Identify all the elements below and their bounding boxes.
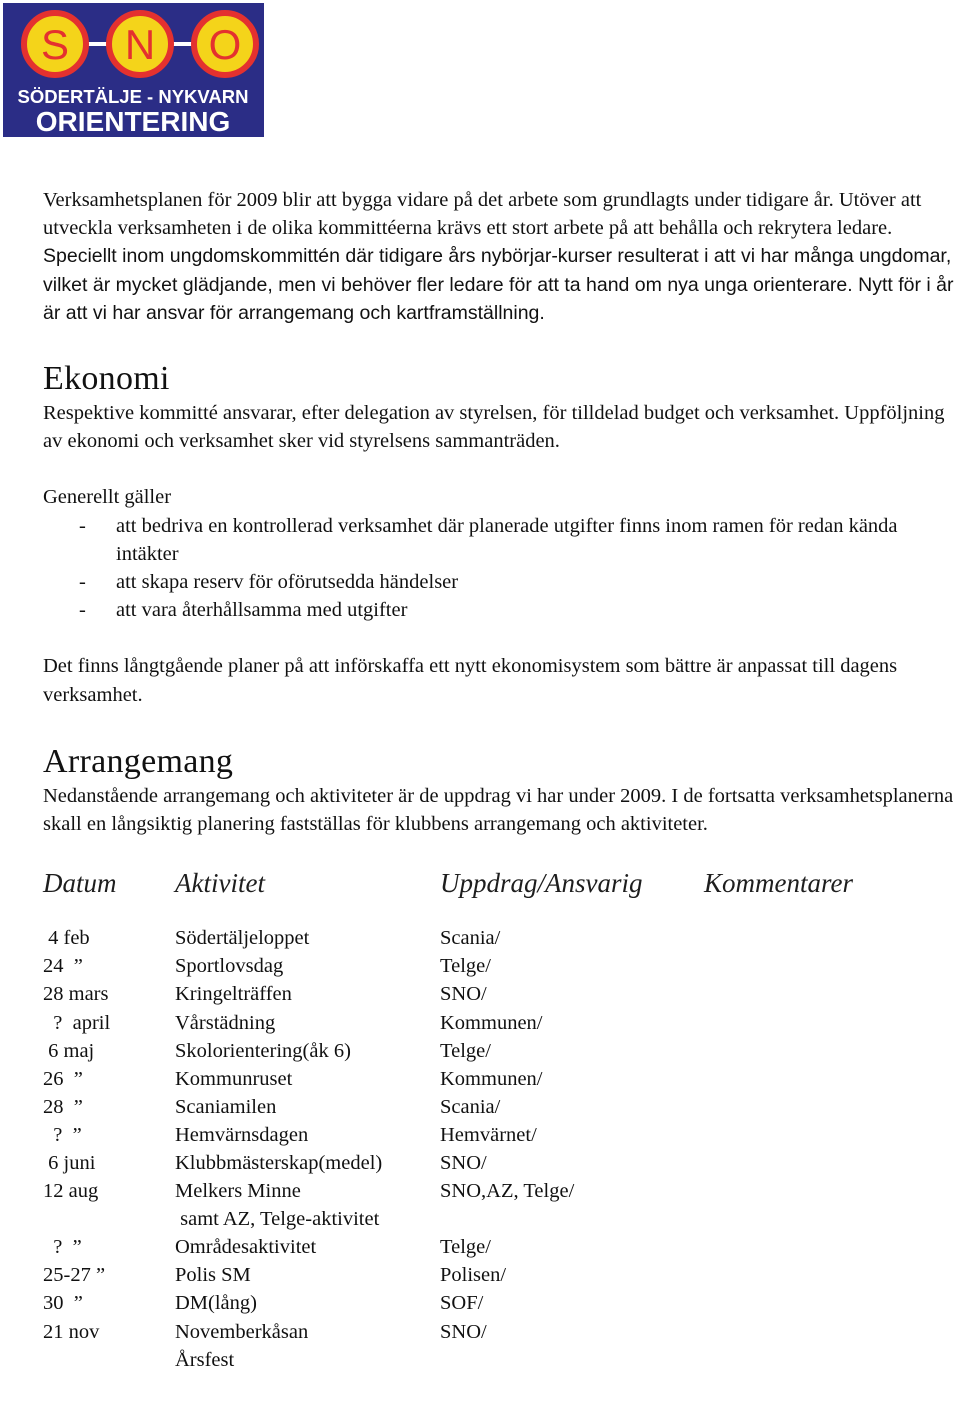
table-row	[43, 1093, 955, 1121]
cell-datum: ? april	[43, 1011, 111, 1034]
ekonomi-closing: Det finns långtgående planer på att införskaffa ett nytt ekonomisystem som bättre är anpassat till dagens verksamhet.	[43, 655, 898, 706]
list-item: - att bedriva en kontrollerad verksamhet där planerade utgifter finns inom ramen för redan kända intäkter	[79, 514, 898, 565]
intro-text-2: Speciellt inom ungdomskommittén där tidigare års nybörjar-kurser resulterat i att vi har många ungdomar, vilket är mycket glädjande, men vi behöver fler ledare för att ta hand om nya unga orienterare. Nytt för i år är att vi har ansvar för arrangemang och kartframställning.	[43, 245, 954, 324]
cell-uppdrag: SNO,AZ, Telge/	[440, 1180, 575, 1203]
table-row	[43, 1177, 955, 1205]
table-row	[43, 924, 955, 952]
table-row	[43, 980, 955, 1008]
cell-datum: ? ”	[43, 1236, 82, 1259]
list-item: - att skapa reserv för oförutsedda händelser	[79, 571, 459, 594]
cell-datum: 6 juni	[43, 1152, 96, 1174]
schedule-header	[43, 868, 955, 908]
cell-aktivitet: Klubbmästerskap(medel)	[175, 1152, 383, 1174]
cell-aktivitet: DM(lång)	[175, 1292, 257, 1315]
cell-datum: 26 ”	[43, 1067, 83, 1090]
cell-uppdrag: Scania/	[440, 1095, 501, 1118]
cell-uppdrag: Hemvärnet/	[440, 1123, 537, 1146]
logo-letter-n: N	[124, 21, 156, 68]
ekonomi-list	[43, 512, 955, 625]
cell-uppdrag: Polisen/	[440, 1264, 507, 1287]
cell-datum: 28 mars	[43, 983, 109, 1006]
cell-uppdrag: Kommunen/	[440, 1011, 543, 1034]
logo-letter-o: O	[208, 21, 242, 68]
cell-datum: 21 nov	[43, 1320, 100, 1343]
cell-aktivitet: Scaniamilen	[175, 1095, 277, 1118]
table-row	[43, 1289, 955, 1317]
cell-datum: 28 ”	[43, 1095, 83, 1118]
cell-uppdrag: Scania/	[440, 927, 501, 950]
header-aktivitet: Aktivitet	[175, 868, 265, 899]
cell-aktivitet: Årsfest	[175, 1348, 235, 1371]
cell-uppdrag: SNO/	[440, 1152, 487, 1174]
document-body	[43, 186, 955, 1374]
list-item: - att vara återhållsamma med utgifter	[79, 599, 408, 622]
table-row	[43, 1261, 955, 1289]
cell-datum: 4 feb	[43, 927, 90, 950]
logo-line1: SÖDERTÄLJE - NYKVARN	[17, 86, 249, 107]
table-row	[43, 1233, 955, 1261]
list-intro: Generellt gäller	[43, 486, 172, 509]
table-row	[43, 1205, 955, 1233]
table-row	[43, 1037, 955, 1065]
schedule-table	[43, 924, 955, 1374]
heading-ekonomi: Ekonomi	[43, 360, 170, 398]
arrangemang-paragraph: Nedanstående arrangemang och aktiviteter är de uppdrag vi har under 2009. I de fortsatta verksamhetsplanerna skall en långsiktig planering fastställas för klubbens arrangemang och aktiviteter.	[43, 784, 954, 836]
header-datum: Datum	[43, 868, 117, 899]
ekonomi-paragraph: Respektive kommitté ansvarar, efter delegation av styrelsen, för tilldelad budget och verksamhet. Uppföljning av ekonomi och verksamhet sker vid styrelsens sammanträden.	[43, 402, 945, 453]
cell-aktivitet: Sportlovsdag	[175, 955, 284, 978]
cell-aktivitet: Novemberkåsan	[175, 1320, 309, 1343]
cell-uppdrag: SOF/	[440, 1292, 484, 1315]
cell-aktivitet: Södertäljeloppet	[175, 927, 310, 950]
cell-datum: 24 ”	[43, 955, 83, 978]
table-row	[43, 1121, 955, 1149]
cell-aktivitet: Melkers Minne	[175, 1180, 301, 1203]
cell-datum: 6 maj	[43, 1039, 95, 1062]
cell-uppdrag: Telge/	[440, 1236, 491, 1259]
intro-paragraph	[43, 186, 955, 327]
cell-aktivitet: Områdesaktivitet	[175, 1236, 317, 1259]
cell-uppdrag: Kommunen/	[440, 1067, 543, 1090]
table-row	[43, 1065, 955, 1093]
cell-aktivitet: Kringelträffen	[175, 983, 292, 1006]
table-row	[43, 1149, 955, 1177]
cell-aktivitet: Hemvärnsdagen	[175, 1123, 309, 1146]
cell-uppdrag: SNO/	[440, 1320, 487, 1343]
club-logo	[3, 3, 264, 137]
cell-datum: 12 aug	[43, 1180, 99, 1203]
table-row	[43, 1009, 955, 1037]
heading-arrangemang: Arrangemang	[43, 742, 234, 780]
header-uppdrag: Uppdrag/Ansvarig	[440, 868, 643, 899]
cell-uppdrag: Telge/	[440, 1039, 491, 1062]
club-logo-graphic	[3, 3, 264, 137]
cell-datum: ? ”	[43, 1123, 82, 1146]
table-row	[43, 952, 955, 980]
cell-aktivitet: Vårstädning	[175, 1011, 276, 1034]
intro-text-1: Verksamhetsplanen för 2009 blir att bygga vidare på det arbete som grundlagts under tidigare år. Utöver att utveckla verksamheten i de olika kommittéerna krävs ett stort arbete på att behålla och rekrytera ledare.	[43, 189, 922, 240]
cell-uppdrag: SNO/	[440, 983, 487, 1006]
table-row	[43, 1318, 955, 1346]
table-row	[43, 1346, 955, 1374]
cell-aktivitet: Polis SM	[175, 1264, 251, 1287]
header-kommentarer: Kommentarer	[704, 868, 853, 899]
logo-line2: ORIENTERING	[35, 106, 231, 137]
cell-aktivitet: Skolorientering(åk 6)	[175, 1039, 351, 1062]
cell-datum: 25-27 ”	[43, 1264, 106, 1287]
cell-uppdrag: Telge/	[440, 955, 491, 978]
cell-aktivitet: samt AZ, Telge-aktivitet	[175, 1208, 380, 1231]
cell-datum: 30 ”	[43, 1292, 83, 1315]
cell-aktivitet: Kommunruset	[175, 1067, 293, 1090]
logo-letter-s: S	[40, 21, 70, 68]
